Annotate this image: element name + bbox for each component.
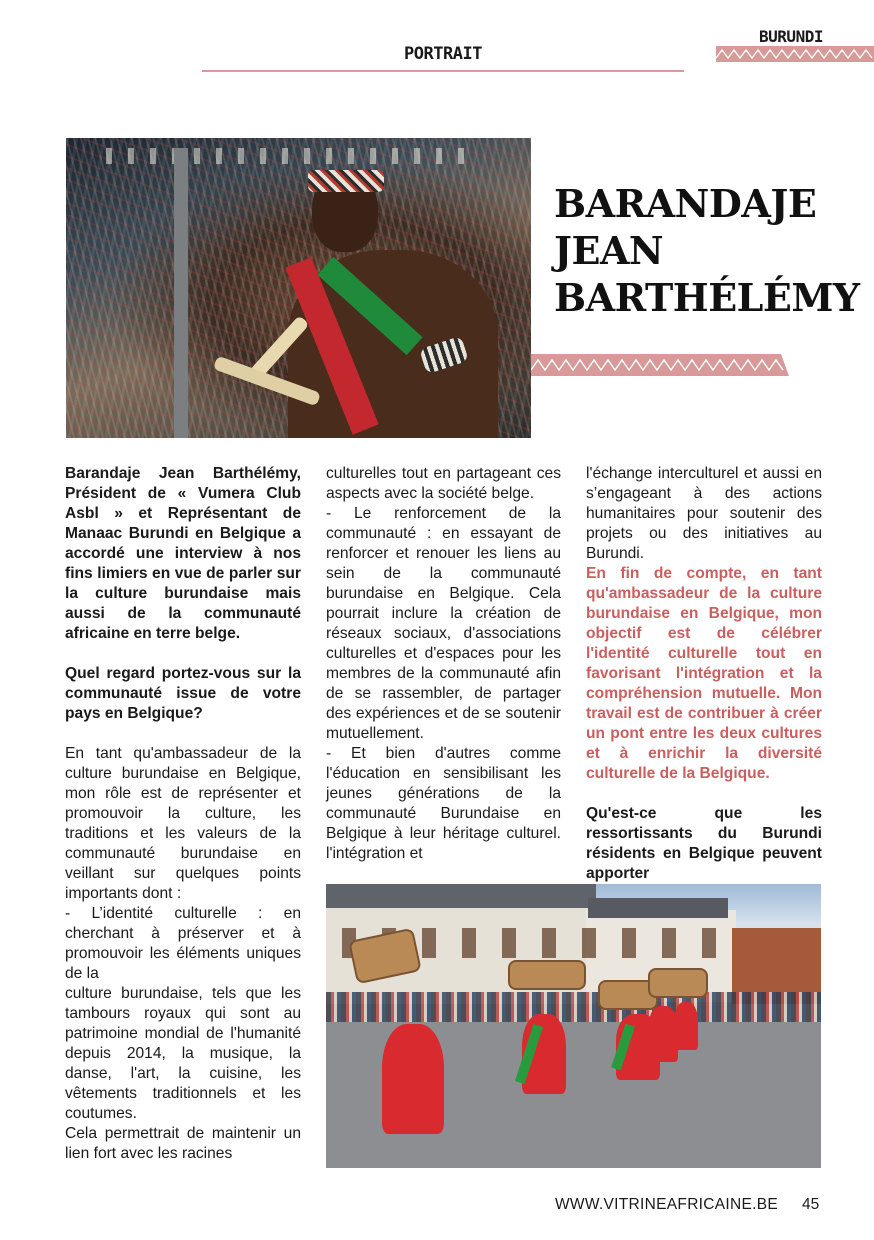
stadium-lights <box>106 148 466 164</box>
section-rule <box>202 70 684 72</box>
interview-answer: Cela permettrait de maintenir un lien fort avec les racines <box>65 1125 301 1162</box>
country-label: BURUNDI <box>759 27 823 46</box>
drummer <box>382 1024 444 1134</box>
portrait-photo <box>66 138 531 438</box>
headband <box>308 170 384 192</box>
article-column-1 <box>65 464 301 1164</box>
title-line: BARTHÉLÉMY <box>554 275 860 320</box>
website-url: WWW.VITRINEAFRICAINE.BE <box>555 1196 779 1213</box>
drum <box>508 960 586 990</box>
interview-question: Qu'est-ce que les ressortissants du Burundi résidents en Belgique peuvent apporter <box>586 805 822 882</box>
railing-pole <box>174 148 188 438</box>
interview-answer: culturelles tout en partageant ces aspects avec la société belge. <box>326 465 561 502</box>
section-label: PORTRAIT <box>404 44 482 64</box>
page-number: 45 <box>802 1196 820 1213</box>
roof <box>326 884 596 908</box>
interview-answer: En tant qu'ambassadeur de la culture burundaise en Belgique, mon rôle est de représenter et promouvoir la culture, les traditions et les valeurs de la communauté burundaise en veillant sur quelques points importants dont : <box>65 745 301 902</box>
drummers-parade-photo <box>326 884 821 1168</box>
header-zigzag-decoration <box>716 46 874 62</box>
drummer <box>674 1002 698 1050</box>
drum <box>648 968 708 998</box>
interview-answer: - Le renforcement de la communauté : en essayant de renforcer et renouer les liens au sein de la communauté burundaise en Belgique. Cela pourrait inclure la création de réseaux sociaux, d'associations culturelles et d'espaces pour les membres de la communauté afin de se rassembler, de partager des expériences et de se soutenir mutuellement. <box>326 505 561 742</box>
article-column-3 <box>586 464 822 884</box>
article-column-2 <box>326 464 561 864</box>
article-intro: Barandaje Jean Barthélémy, Président de « Vumera Club Asbl » et Représentant de Manaac Burundi en Belgique a accordé une interview à nos fins limiers en vue de parler sur la culture burundaise mais aussi de la communauté africaine en terre belge. <box>65 465 301 642</box>
interview-question: Quel regard portez-vous sur la communauté issue de votre pays en Belgique? <box>65 665 301 722</box>
title-line: JEAN <box>554 228 664 273</box>
title-line: BARANDAJE <box>554 181 817 226</box>
interview-answer: - Et bien d'autres comme l'éducation en sensibilisant les jeunes générations de la communauté Burundaise en Belgique à leur héritage culturel. l'intégration et <box>326 745 561 862</box>
interview-answer: l'échange interculturel et aussi en s’engageant à des actions humanitaires pour soutenir des projets ou des initiatives au Burundi. <box>586 465 822 562</box>
article-title <box>554 180 860 321</box>
interview-answer: - L’identité culturelle : en cherchant à préserver et à promouvoir les éléments uniques de la <box>65 905 301 982</box>
highlighted-quote: En fin de compte, en tant qu'ambassadeur de la culture burundaise en Belgique, mon objectif est de célébrer l'identité culturelle tout en favorisant l'intégration et la compréhension mutuelle. Mon travail est de contribuer à créer un pont entre les deux cultures et à enrichir la diversité culturelle de la Belgique. <box>586 565 822 782</box>
roof <box>588 898 728 918</box>
interview-answer: culture burundaise, tels que les tambours royaux qui sont au patrimoine mondial de l'humanité depuis 2014, la musique, la danse, l'art, la cuisine, les vêtements traditionnels et les coutumes. <box>65 985 301 1122</box>
title-zigzag-decoration <box>531 354 789 376</box>
